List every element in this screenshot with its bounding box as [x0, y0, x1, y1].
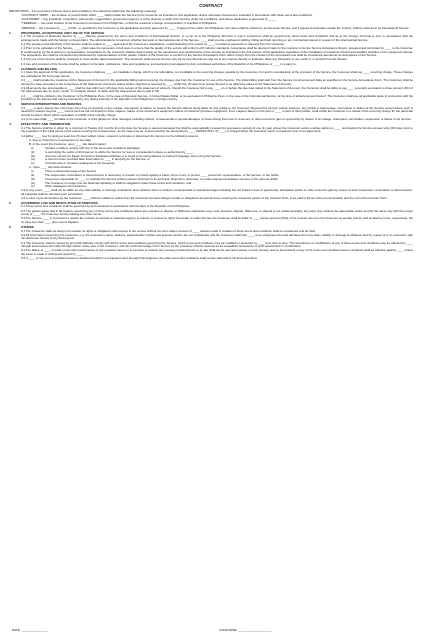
sublist-c-heading: C. Upon ____ site determination:: [29, 164, 72, 169]
clause: 2.2 ____ shall provide the Customer with a Statement of Account for the applicable billing period covering the charges due from the Customer for use of the Service. The initial billing shall start from the Service Commencement Date as specified on the Service Acceptance Form. The Customer shall be deemed to have accepted to the correctness of the Statement of Account unless written objection is received by ____ within five (5) days from receipt thereof or as otherwise stated in the Statement of Account.: [21, 78, 413, 86]
list-item-number: (ii): [31, 172, 35, 177]
list-item-text: The Customer no longer has the financial capability to fulfill its obligations under these terms and conditions, and: [45, 180, 192, 185]
list-item-text: Is found to have provided false information to ____ in applying for the Service; or: [45, 157, 150, 162]
clause: 2.4 ____ shall be entitled to the Customer in the Philippine Peso. In the case of Domestic Service, in United States Dollar, or its equivalent in Philippine Peso, in the case of the International Service, at the time of actual payment thereof. The Customer shall pay all applicable taxes in connection with the provision of the Service that may be imposed by any taxing authority of the Republic of the Philippines or foreign country.: [21, 93, 413, 102]
clause: 5.2 The parties agree that in all matters concerning any of these terms and conditions where any question or dispute or difference shall arise every such question, dispute, difference, or dispute is not settled amicably, any party may institute the appropriate action and file the same only with the proper courts of ____, the Customer hereby waiving any other venue.: [21, 208, 413, 217]
list-item-text: Is permitting the public or third person to utilize the Service for fees or consideration unless so authorized by ____;: [45, 149, 194, 154]
section-title: CHARGES AND BILLING: [21, 66, 58, 71]
definition-terminal: "TERMINAL" – the exact location of the Customer's premises in the Philippines, or that the customer's foreign correspondent, if specified in Philippines.: [21, 21, 218, 26]
clause: 6.5 If ____ or any term or condition herein is declared invalid by a competent court through final judgment, the other terms and conditions shall remain valid and in full force and effect.: [21, 256, 258, 261]
clause: 3.2 In no case shall ____ be liable to the Customer or third parties for other damages including indirect, consequential or special damages or those arising from loss of revenues, or other economic gain or opportunity by reason of an outage, interruption, termination, suspension or failure in the Service.: [21, 117, 412, 122]
clause: 2.1 Upon the approval of this application, the Customer shall pay ____ an installation charge, which is not refundable, nor creditable to the recurring charges payable by the Customer. For and in consideration of the provision of the Service, the Customer shall pay ____ recurring charge. These charges are indicated at the front page hereof.: [21, 70, 413, 78]
list-item-number: (ii): [31, 149, 35, 154]
clause: 1.2 The provision and effectivity of the Service shall be subject to ____ approval of the Customer's applications, notwithstanding prior receipt by ____ of evidence payments or deposits from the Customer.: [21, 41, 285, 46]
section-title: EFFECTIVITY AND TERMINATION: [21, 122, 71, 127]
document-title: CONTRACT: [199, 3, 223, 8]
definition-service: "SERVICE" – the provision by ____ of DSL, or specified by the Customer to the application and duly approved by ____. If agreed if the within the Philippines, the same shall be referred to as Domestic Service, and if agreed to terminate outside the country, shall be referred to as International Service.: [21, 25, 410, 30]
definition-customer: "CUSTOMER" – Any individual, corporation, partnership, organization, government agency or entity desiring to avail of the Service under the conditions, and whose application is approved by ____.: [21, 17, 277, 22]
list-item-number: (iii): [31, 153, 35, 158]
list-item-text: There is abnormal usage of the Service: [45, 169, 97, 174]
clause: 3.1 ____ is given twenty-four (24) hours from time of reporting of any outage, interruption or failure, to restore the Service without being liable for any rebate to the Customer. Beyond this 24-hour period, however, any partial or total outage, interruption or failure of the Service except where such is caused by reasons beyond ____ control such as but not limited to force majeure, failure of the Customer's equipment, failure of customer-premises equipment, force majeure failure on the part of ____ or acts of third parties, shall entitle the Customer to a rebate of the recurring charge for the particular circuits involved, which will be equivalent to 1/30th of the monthly charge.: [21, 105, 413, 117]
section-number: 4.: [9, 122, 12, 127]
list-item-text: Other analogous circumstances.: [45, 184, 88, 189]
clause: 6.3 The Customer shall be bound by and shall faithfully comply with all the terms and conditions governing the Service, which terms and conditions may be modified or amended by ____ from time to time. The amendment or modification of any of these terms and conditions may be effected by ____ through announcements made through written notice sent to the Customer, and the continued usage of the Service by the Customer shall be deemed as an unqualified acceptance of such amendment or modification.: [21, 240, 413, 249]
list-item-number: (iv): [31, 180, 36, 185]
conforme-field: CONFORME: ____________________: [218, 628, 272, 632]
clause: 4.1 The Service shall be in effect for a minimum of Twelve (12) months from the date the Service is deemed accepted but shall be automatically renewed for successive periods of one (1) year unless the Customer sends a written advice to ____ terminating the Service at least sixty (60) days prior to the expiration of the initial period of the period covering the renewed term, as the case may be. A disconnection fee amounting to ____ PESOS ONLY (P____) is charged when the Customer wants to break the term of an agreement.: [21, 125, 413, 134]
section-title: PROVISIONS, ACCEPTANCE AND USE OF THE SERVICE: [21, 30, 105, 35]
definitions-list: [9, 14, 413, 30]
list-item-number: (i): [31, 146, 34, 151]
clause: 1.3 Prior to the activation of the Service, ____ shall make the necessary circuit tests to ensure that the quality of the service will conform with industry standards. Acceptance shall be deemed made by the customer once the Service Acceptance Report, prepared and submitted by ____ to the Customer is conformed to by the Customer's representative. Acceptance by the Customer shall be based solely on the parameters and specifications of the Service as indicated in the first portion of this application regardless of the installation of Customer-Owned and ancillary activities of the equipment thereat. The acceptance test shall be conducted and witnessed by representatives of both parties. Failure of the Customer to conform to the Service Acceptance Form within 3 days from the conduct of the acceptance test shall be considered deemed as an acceptance of the Service.: [21, 46, 413, 58]
clause: 4.3 In any event, ____ shall not be liable for any claim liability or damage of whatever kind, whether direct or indirect, consequential or special damages including but not limited to loss of opportunity, anticipated profits or other economic gain by reason of such suspension, termination or disconnection. All materials shall be returned upon termination.: [21, 188, 413, 196]
list-item-number: (v): [31, 184, 35, 189]
sublist-a-heading: A. Due to Customer's non-payment on due date: [29, 137, 92, 142]
clause: 4.4 In case of pre-termination by the Customer, ____ shall be entitled to collect from the Customer accrued charges rentals or obligations as well as those covering the unexpired portion of the Contract Term, to be paid in full as of the pre-termination and the end of the Contract Term.: [21, 195, 388, 200]
section-title: OTHERS: [21, 225, 34, 230]
list-item-number: (iii): [31, 176, 35, 181]
clause: 1.4 Any use of the Service shall be restricted to voice and/or data transmission. The Customer shall use the Service only for its own internal use and not in any manner directly or indirectly, allow any third party to use, avail of, or benefit from the Service.: [21, 57, 348, 62]
clause: 4.2 Either ____ may by giving at least five (5) days written notice, suspend, terminate or disconnect the Service for the following reasons:: [21, 133, 199, 138]
clause: 6.4 The failure of ____ to insist on the strict performance of any provision hereof or to exercise or enforce any remedy provided herein or by law shall not be deemed a waiver of such remedy, and no amendment of any of the terms and conditions herein contained shall be effective against ____ unless the same is made in writing and signed by ____.: [21, 248, 413, 256]
section-title: SERVICE INTERRUPTION AND REBATES: [21, 102, 82, 107]
section-number: 2.: [9, 66, 12, 71]
list-item-text: Violates or fails to comply with any of the terms and conditions stipulated;: [45, 146, 141, 151]
date-field: DATE: ________________: [12, 628, 49, 632]
definitions-heading: DEFINITIONS – For purposes of these terms and conditions, the following shall have the following meaning:: [9, 9, 157, 13]
list-item-text: It becomes impossible for ____ to maintain the Service without serious detriment to its technical, financial or otherwise, to render telecommunications services to the general public;: [45, 176, 279, 181]
clause: 6.2 All information concerning the Customer, e.g. the Customer's name, address, telephone/fax number and account number are not confidential, and the Customer shall hold ____ or its employees free and harmless from any claim, liability or damage of whatever kind by reason of or in connection with the disclosure thereof to any third person.: [21, 232, 413, 241]
definition-contract-term: "CONTRACT TERM" – the duration or period within which ____ shall provide the Service to the Customer as indicated in this application unless otherwise shortened or extended in accordance with these terms and conditions.: [21, 13, 313, 17]
sublist-b-heading: B. In the event the Customer, upon ____ site determination:: [29, 141, 107, 146]
clause: 1.1 The provision of Domestic Service by ____ shall be governed by the terms and conditions of International Service, in so far as to the Philippine Terminal or end is concerned, shall be governed by these terms and conditions and as to the Foreign Terminal or end, in accordance with the arrangements made with the foreign correspondent. The administrations concerned, whether domestic or international end of the Service, ____ shall provide engineered cabling, billing and fault reporting or any contractual interest in respect of the International Service.: [21, 34, 413, 42]
list-item-number: (i): [31, 169, 34, 174]
list-item-number: (iv): [31, 157, 36, 162]
section-number: 1.: [9, 30, 12, 35]
signature-line: [12, 628, 410, 632]
section-number: 3.: [9, 102, 12, 107]
clause: 1.5 Use and provision of the Service shall be subject to the laws, ordinances, rules and regulations, and decisions promulgated by duly constituted authorities of the Republic of the Philippines or ____ in a party to.: [21, 61, 297, 66]
list-item-text: Commits acts or omission analogous to the foregoing.: [45, 161, 116, 166]
list-item-text: The suspension, termination or disconnection is necessary to prevent or protect against a fraud, crime or tort, to protect ____ personnel, representative, or the Service, or the public.: [45, 172, 280, 177]
section-number: 5.: [9, 201, 12, 206]
list-item-number: (v): [31, 161, 35, 166]
clause: 6.1 The Customer shall not assign nor transfer its rights or obligations with respect to the service without the prior written consent of ____ transfer made in violation of these terms and conditions shall be considered void ab initio.: [21, 228, 316, 233]
clause: 2.3 All amounts due and payable to ____ shall be due within ten (10) days from receipt of the statement of account. Should the Customer fail to pay ____ on or before the due date stated in the Statement of Account, the Customer shall be liable to pay ____ a penalty equivalent to three percent (3%) of the total amount due for every month, or a fraction thereof, of delay until the total amount due is paid in full.: [21, 85, 413, 94]
clause: 5.1 These terms and conditions shall be governed by and construed in accordance with the laws of the Republic of the Philippines.: [21, 204, 191, 209]
clause: 5.3 The Service ____ is construed to require the consent of counsel or collection agency to enforce or protect its rights hereunder or under the law, the Customer shall be liable to ____ twenty-percent (20%) of the amount due from the Customer as penalty and for and as attorney's fee, respectively, but no case less than ____ plus cost of litigation.: [21, 216, 413, 224]
section-number: 6.: [9, 225, 12, 230]
list-item-text: Uses the service for illegal, immoral or fraudulent activities or is found to be using abusive or indecent language when using the Service.: [45, 153, 222, 158]
section-title: GOVERNING LAW AND RESOLUTION OF DISPUTES.: [21, 201, 99, 206]
